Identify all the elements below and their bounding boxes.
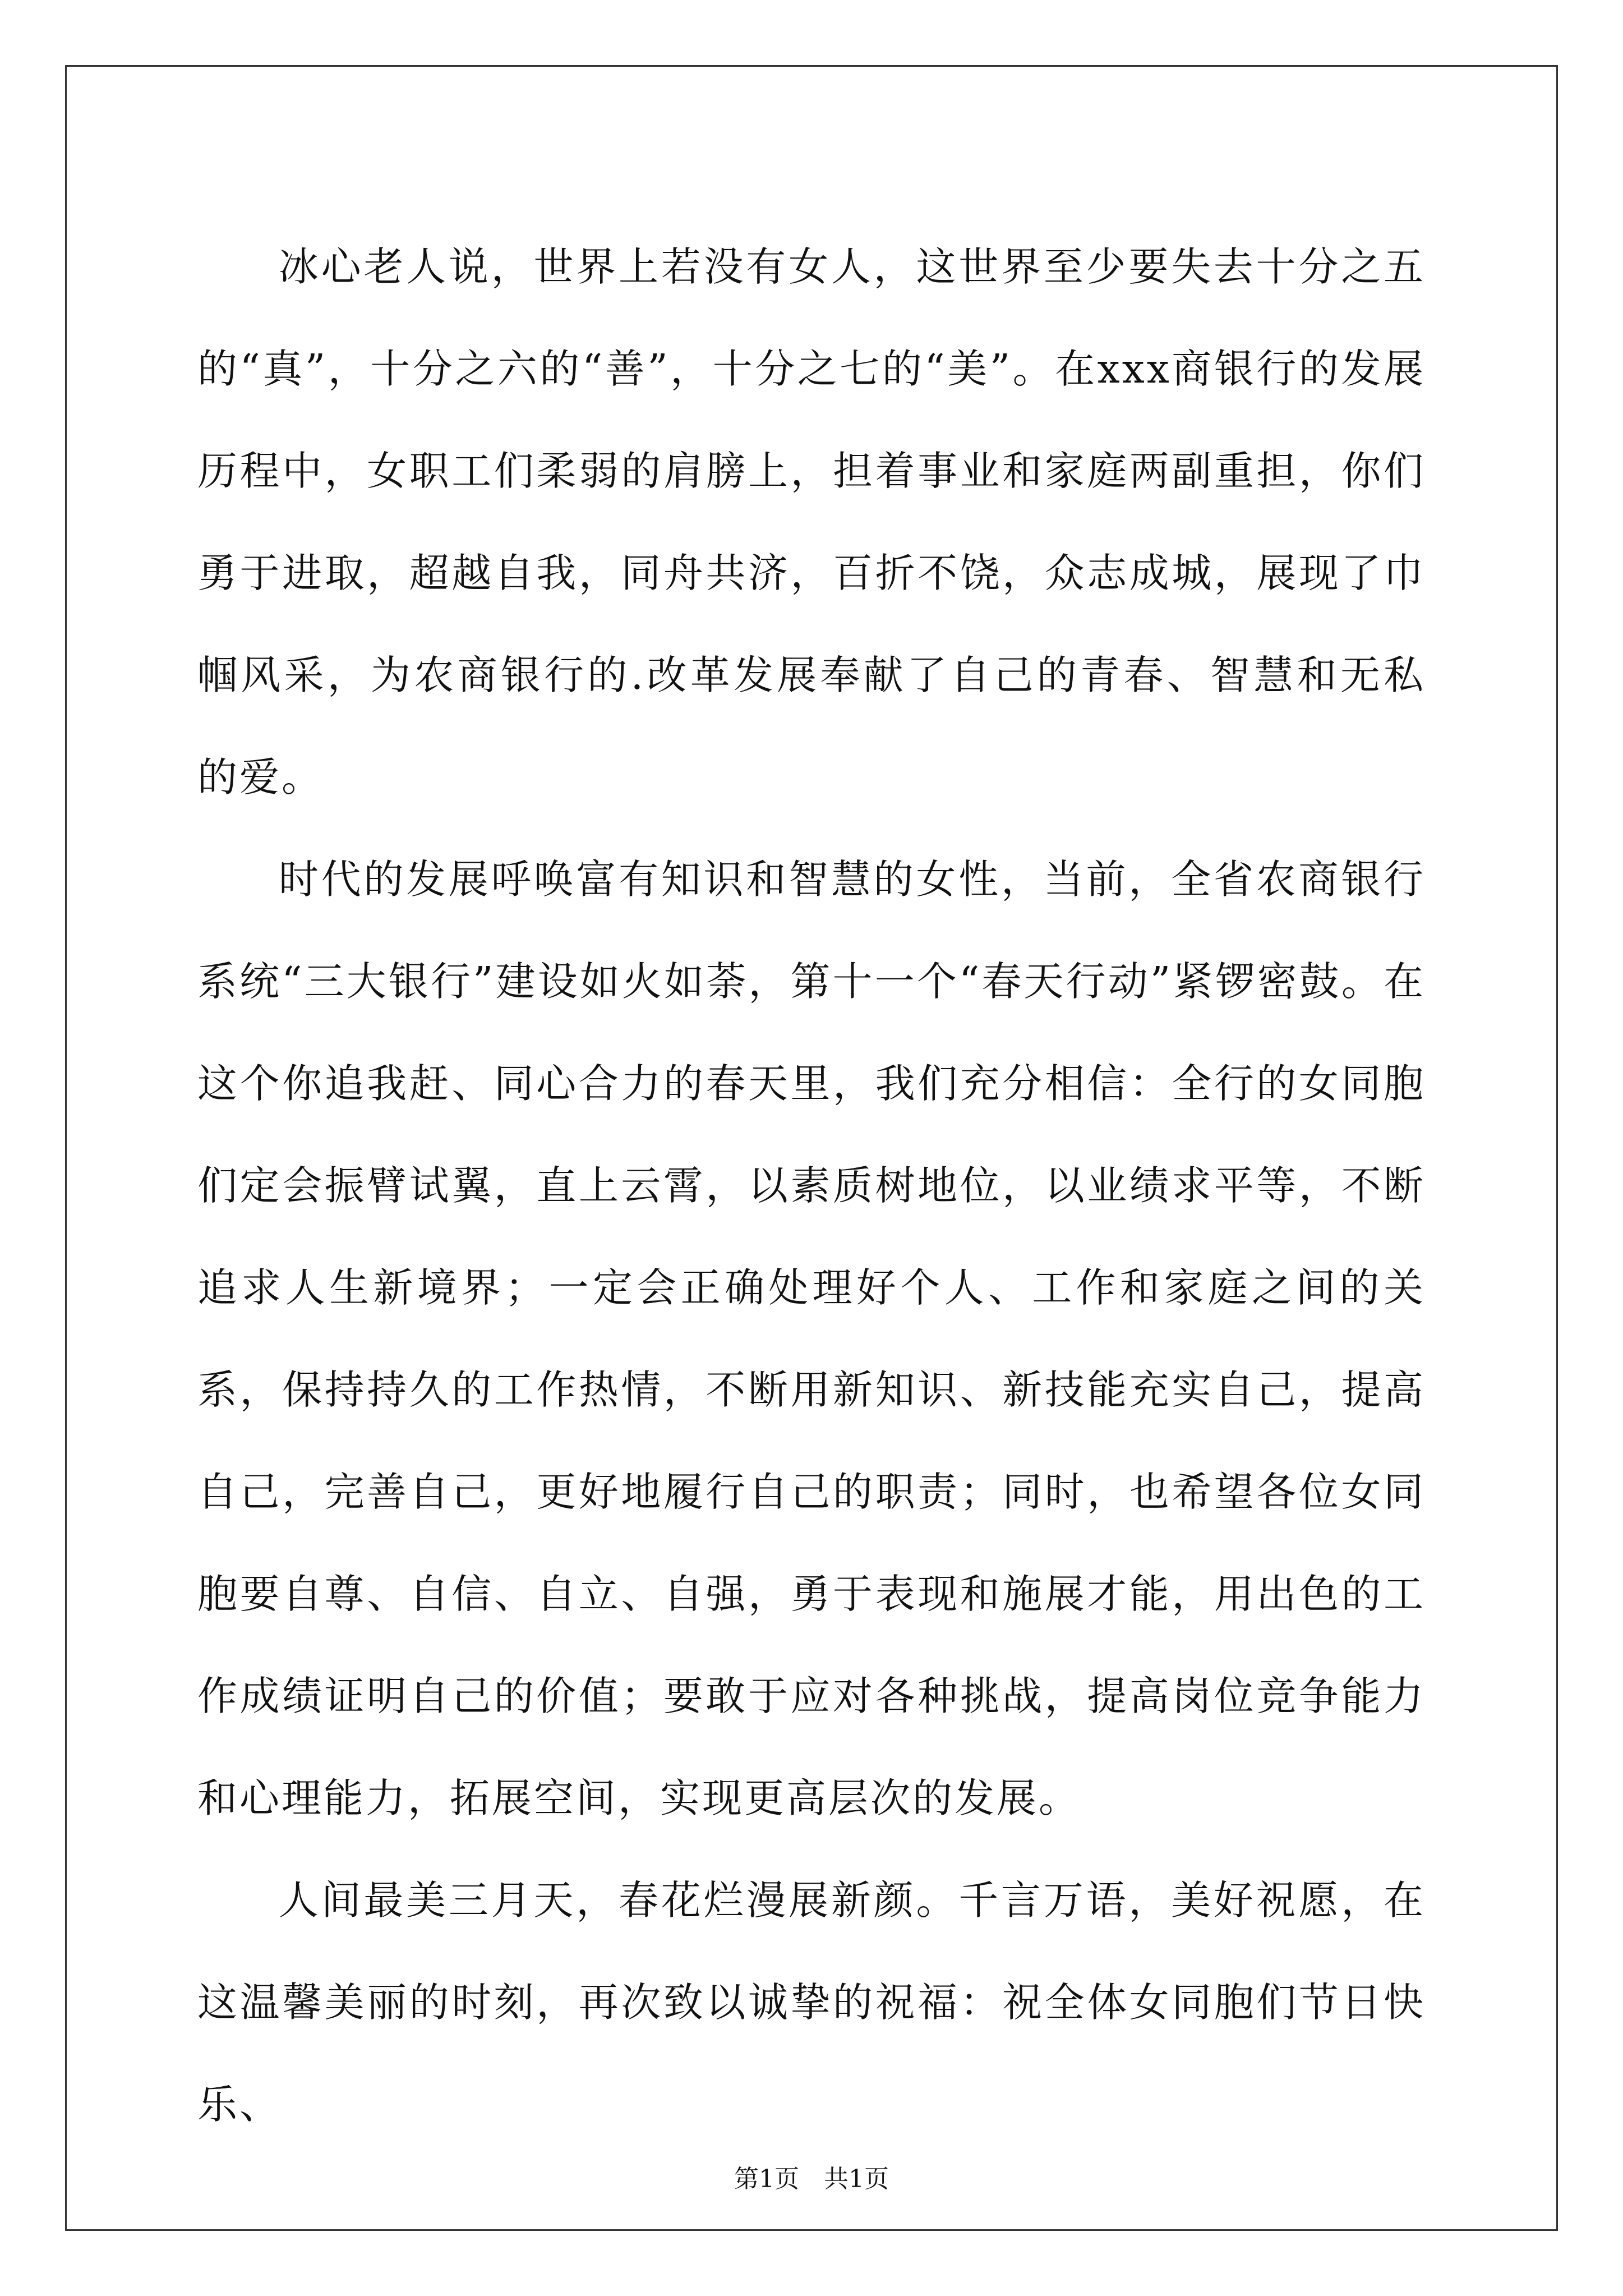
paragraph-2: 时代的发展呼唤富有知识和智慧的女性，当前，全省农商银行系统“三大银行”建设如火如荼，第十一个“春天行动”紧锣密鼓。在这个你追我赶、同心合力的春天里，我们充分相信：全行的女同胞们定会振臂试翼，直上云霄，以素质树地位，以业绩求平等，不断追求人生新境界；一定会正确处理好个人、工作和家庭之间的关系，保持持久的工作热情，不断用新知识、新技能充实自己，提高自己，完善自己，更好地履行自己的职责；同时，也希望各位女同胞要自尊、自信、自立、自强，勇于表现和施展才能，用出色的工作成绩证明自己的价值；要敢于应对各种挑战，提高岗位竞争能力和心理能力，拓展空间，实现更高层次的发展。 [197,856,1426,1821]
page-total: 共1页 [824,2165,889,2193]
page-footer [0,2162,1623,2196]
paragraph-1: 冰心老人说，世界上若没有女人，这世界至少要失去十分之五的“真”，十分之六的“善”，十分之七的“美”。在xxx商银行的发展历程中，女职工们柔弱的肩膀上，担着事业和家庭两副重担，你们勇于进取，超越自我，同舟共济，百折不饶，众志成城，展现了巾帼风采，为农商银行的.改革发展奉献了自己的青春、智慧和无私的爱。 [197,243,1426,800]
paragraph-3: 人间最美三月天，春花烂漫展新颜。千言万语，美好祝愿，在这温馨美丽的时刻，再次致以诚挚的祝福：祝全体女同胞们节日快乐、 [197,1877,1426,2128]
page-number: 第1页 [734,2165,799,2193]
document-body [197,216,1426,2156]
